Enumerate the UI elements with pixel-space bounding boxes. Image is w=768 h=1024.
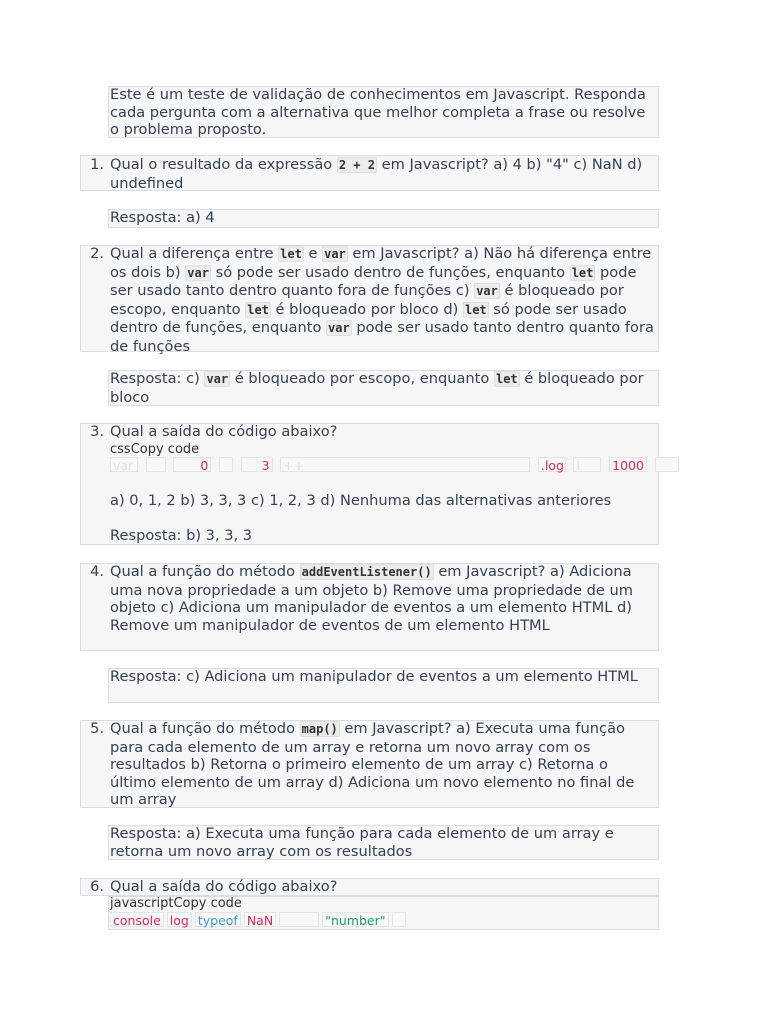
question-1-text — [110, 156, 658, 192]
code-token: var — [110, 457, 138, 472]
text-fragment: pode ser usado tanto dentro quanto fora de funções — [110, 319, 654, 355]
code-token: .log — [538, 457, 566, 472]
code-token — [219, 457, 233, 472]
question-3-number: 3. — [90, 423, 104, 440]
question-3-text: Qual a saída do código abaixo? — [110, 423, 338, 440]
inline-code: let — [464, 302, 487, 317]
text-fragment: pode ser usado tanto dentro quanto fora de funções c) — [110, 263, 637, 299]
inline-code: let — [280, 247, 302, 261]
code-block-language-label: javascriptCopy code — [110, 896, 242, 911]
inline-code: var — [476, 284, 498, 298]
inline-code: var — [206, 372, 229, 386]
text-fragment: e — [303, 245, 323, 262]
text-fragment: Qual a função do método — [110, 563, 300, 580]
question-4-text — [110, 563, 658, 634]
text-fragment: é bloqueado por bloco d) — [270, 300, 463, 318]
inline-code: var — [187, 265, 209, 280]
question-6-text: Qual a saída do código abaixo? — [110, 878, 338, 895]
answer-3-text: Resposta: b) 3, 3, 3 — [110, 527, 253, 544]
question-5-number: 5. — [90, 720, 104, 737]
text-fragment: é bloqueado por escopo, enquanto — [230, 370, 494, 387]
answer-2-text — [110, 370, 658, 406]
code-block-line — [110, 912, 409, 929]
inline-code: var — [324, 247, 346, 261]
inline-code: map() — [301, 722, 338, 736]
question-2-number: 2. — [90, 245, 104, 262]
intro-text: Este é um teste de validação de conhecimentos em Javascript. Responda cada pergunta com a alternativa que melhor completa a frase ou resolve o problema proposto. — [110, 86, 646, 138]
question-6-number: 6. — [90, 878, 104, 895]
code-token — [655, 457, 679, 472]
code-token: NaN — [244, 912, 276, 927]
inline-code: 2 + 2 — [338, 158, 375, 172]
code-token: console — [110, 912, 164, 927]
text-fragment: Qual o resultado da expressão — [110, 156, 337, 173]
code-token — [392, 912, 406, 927]
question-2-text — [110, 245, 658, 355]
code-block-language-label: cssCopy code — [110, 442, 200, 457]
text-fragment: Qual a diferença entre — [110, 245, 279, 262]
inline-code: addEventListener() — [301, 565, 432, 579]
text-fragment: é bloqueado por bloco — [110, 370, 644, 406]
code-token: "number" — [322, 912, 388, 927]
text-fragment: só pode ser usado dentro de funções, enquanto — [110, 300, 627, 336]
text-fragment: em Javascript? a) Executa uma função para cada elemento de um array e retorna um novo array com os resultados b) Retorna o primeiro elemento de um array c) Retorna o último elemento de um array d) Adiciona um novo elemento no final de um array — [110, 720, 635, 808]
answer-5-text: Resposta: a) Executa uma função para cada elemento de um array e retorna um novo array com os resultados — [110, 825, 614, 860]
question-4-number: 4. — [90, 563, 104, 580]
text-fragment: em Javascript? a) Adiciona uma nova propriedade a um objeto b) Remove uma propriedade de um objeto c) Adiciona um manipulador de eventos a um elemento HTML d) Remove um manipulador de eventos de um elemento HTML — [110, 563, 634, 634]
code-token: log — [167, 912, 192, 927]
text-fragment: só pode ser usado dentro de funções, enquanto — [210, 263, 570, 281]
code-block-line — [110, 457, 682, 474]
code-token: 0 — [173, 457, 211, 472]
question-1-number: 1. — [90, 156, 104, 173]
text-fragment: Resposta: c) — [110, 370, 205, 387]
answer-4-text: Resposta: c) Adiciona um manipulador de eventos a um elemento HTML — [110, 668, 638, 685]
text-fragment: Qual a função do método — [110, 720, 300, 737]
code-token: 3 — [241, 457, 273, 472]
question-3-options: a) 0, 1, 2 b) 3, 3, 3 c) 1, 2, 3 d) Nenhuma das alternativas anteriores — [110, 492, 612, 509]
code-token — [279, 912, 319, 927]
inline-code: let — [247, 302, 269, 317]
code-token: 1000 — [609, 457, 647, 472]
inline-code: let — [495, 372, 518, 386]
code-token: i — [573, 457, 601, 472]
text-fragment: é bloqueado por escopo, enquanto — [110, 282, 624, 318]
inline-code: let — [571, 265, 594, 280]
answer-1-text: Resposta: a) 4 — [110, 209, 215, 226]
text-fragment: em Javascript? a) 4 b) "4" c) NaN d) undefined — [110, 156, 643, 192]
text-fragment: em Javascript? a) Não há diferença entre os dois b) — [110, 245, 652, 281]
code-token: typeof — [195, 912, 241, 927]
code-token — [146, 457, 166, 472]
code-token: ++ — [280, 457, 530, 472]
question-5-text — [110, 720, 658, 809]
inline-code: var — [328, 321, 350, 335]
